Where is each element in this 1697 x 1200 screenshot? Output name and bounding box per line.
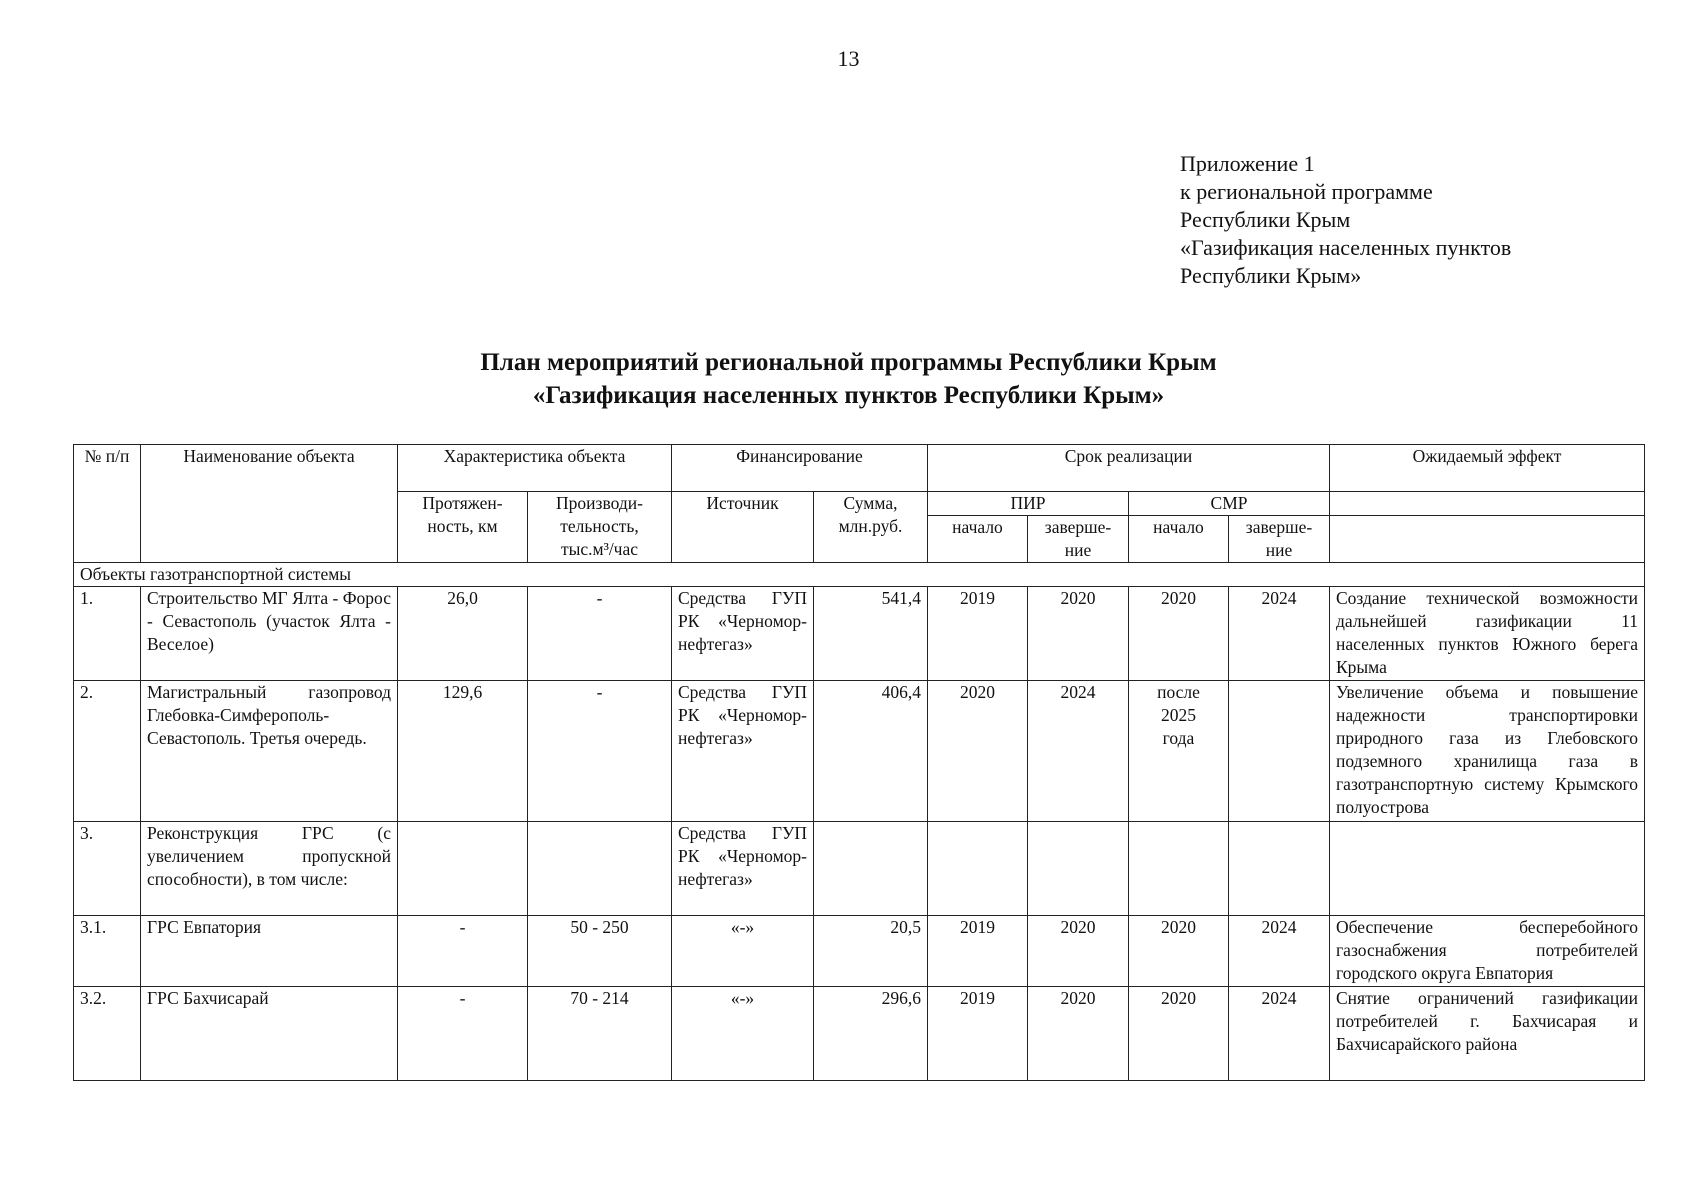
row-pir-start: 2019 [928,916,1028,987]
row-num: 3. [74,822,141,916]
row-smr-end: 2024 [1229,987,1330,1081]
appendix-line: Республики Крым» [1180,263,1362,288]
row-capacity: - [528,681,672,822]
row-pir-end: 2020 [1028,916,1129,987]
row-source: Средства ГУП РК «Черномор-нефтегаз» [672,587,814,681]
header-pir-end: заверше-ние [1028,516,1129,563]
header-pir-start: начало [928,516,1028,563]
table-row [74,916,1645,987]
row-length: 129,6 [398,681,528,822]
row-pir-end [1028,822,1129,916]
row-name: Реконструкция ГРС (с увеличением пропускной способности), в том числе: [141,822,398,916]
appendix-line: Приложение 1 [1180,151,1315,176]
row-pir-start: 2020 [928,681,1028,822]
row-num: 3.1. [74,916,141,987]
row-smr-start: 2020 [1129,587,1229,681]
row-smr-start: 2020 [1129,987,1229,1081]
appendix-note [1180,150,1511,290]
row-sum [814,822,928,916]
row-num: 2. [74,681,141,822]
row-smr-start [1129,822,1229,916]
table-row [74,587,1645,681]
row-effect: Снятие ограничений газификации потребителей г. Бахчисарая и Бахчисарайского района [1330,987,1645,1081]
row-name: ГРС Евпатория [141,916,398,987]
row-sum: 541,4 [814,587,928,681]
title-line: «Газификация населенных пунктов Республики Крым» [532,382,1165,409]
header-length: Протяжен-ность, км [398,492,528,563]
appendix-line: «Газификация населенных пунктов [1180,235,1512,260]
header-name: Наименование объекта [141,445,398,563]
header-effect-empty [1330,516,1645,563]
table-row [74,681,1645,822]
row-pir-end: 2020 [1028,587,1129,681]
appendix-line: к региональной программе [1180,179,1433,204]
title-line: План мероприятий региональной программы Республики Крым [480,349,1217,376]
row-name: Строительство МГ Ялта - Форос - Севастополь (участок Ялта - Веселое) [141,587,398,681]
header-pir: ПИР [928,492,1129,516]
header-effect-empty [1330,492,1645,516]
row-capacity: - [528,587,672,681]
page-number: 13 [837,46,860,71]
section-row [74,563,1645,587]
row-name: Магистральный газопровод Глебовка-Симферополь-Севастополь. Третья очередь. [141,681,398,822]
row-pir-start [928,822,1028,916]
document-title [0,346,1697,412]
plan-table [73,444,1645,1081]
header-capacity [528,492,672,563]
row-length: - [398,916,528,987]
row-pir-start: 2019 [928,587,1028,681]
row-effect: Обеспечение бесперебойного газоснабжения потребителей городского округа Евпатория [1330,916,1645,987]
row-smr-start: после 2025 года [1129,681,1229,822]
row-smr-start: 2020 [1129,916,1229,987]
row-source: Средства ГУП РК «Черномор-нефтегаз» [672,822,814,916]
header-num: № п/п [74,445,141,563]
row-num: 1. [74,587,141,681]
row-source: «-» [672,987,814,1081]
row-source: Средства ГУП РК «Черномор-нефтегаз» [672,681,814,822]
row-capacity: 50 - 250 [528,916,672,987]
row-sum: 406,4 [814,681,928,822]
row-smr-end [1229,822,1330,916]
header-characteristics: Характеристика объекта [398,445,672,492]
row-smr-end: 2024 [1229,916,1330,987]
header-smr-start: начало [1129,516,1229,563]
row-smr-end: 2024 [1229,587,1330,681]
row-effect: Создание технической возможности дальнейшей газификации 11 населенных пунктов Южного берега Крыма [1330,587,1645,681]
row-source: «-» [672,916,814,987]
row-effect: Увеличение объема и повышение надежности транспортировки природного газа из Глебовского подземного хранилища газа в газотранспортную систему Крымского полуострова [1330,681,1645,822]
row-length: - [398,987,528,1081]
row-pir-end: 2024 [1028,681,1129,822]
row-capacity: 70 - 214 [528,987,672,1081]
row-sum: 20,5 [814,916,928,987]
appendix-line: Республики Крым [1180,207,1351,232]
header-term: Срок реализации [928,445,1330,492]
header-source: Источник [672,492,814,563]
row-smr-end [1229,681,1330,822]
header-smr: СМР [1129,492,1330,516]
header-financing: Финансирование [672,445,928,492]
table-row [74,987,1645,1081]
header-smr-end: заверше-ние [1229,516,1330,563]
row-length [398,822,528,916]
row-capacity [528,822,672,916]
row-pir-start: 2019 [928,987,1028,1081]
row-name: ГРС Бахчисарай [141,987,398,1081]
section-label: Объекты газотранспортной системы [74,563,1645,587]
table-row [74,822,1645,916]
row-effect [1330,822,1645,916]
row-num: 3.2. [74,987,141,1081]
row-pir-end: 2020 [1028,987,1129,1081]
header-capacity-text: Производи-тельность, тыс.м³/час [556,493,643,559]
row-sum: 296,6 [814,987,928,1081]
header-effect: Ожидаемый эффект [1330,445,1645,492]
row-length: 26,0 [398,587,528,681]
header-row [74,445,1645,492]
header-sum: Сумма, млн.руб. [814,492,928,563]
